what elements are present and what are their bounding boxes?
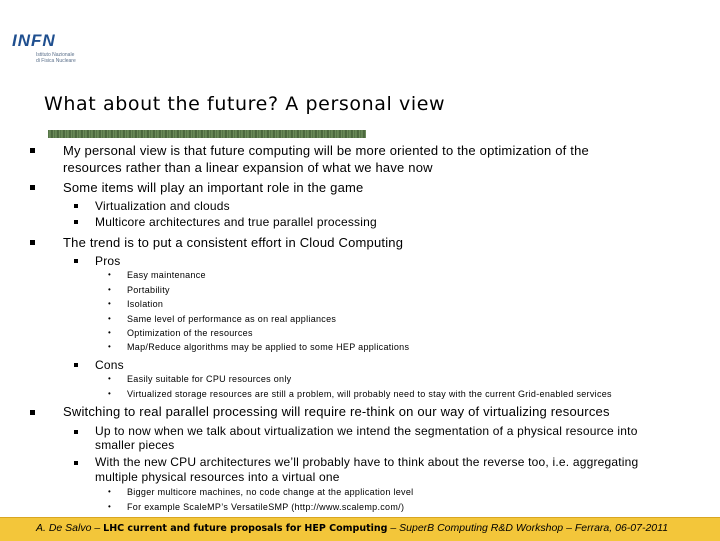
footer-separator: –: [91, 522, 104, 534]
logo-brand: INFN: [12, 31, 56, 50]
detail-text: Same level of performance as on real appliances: [127, 314, 337, 324]
sub-bullet-marker: [74, 259, 78, 263]
footer-citation: [36, 522, 668, 534]
footer-author: A. De Salvo: [36, 522, 92, 534]
detail-text: Easily suitable for CPU resources only: [127, 374, 292, 384]
dot-marker: •: [108, 342, 111, 351]
footer-separator: –: [387, 522, 400, 534]
bullet-marker: [30, 185, 35, 190]
detail-text: Optimization of the resources: [127, 328, 253, 338]
dot-marker: •: [108, 328, 111, 337]
sub-bullet-text: With the new CPU architectures we’ll probably have to think about the reverse too, i.e. aggregating: [95, 455, 639, 469]
sub-bullet-text: Up to now when we talk about virtualization we intend the segmentation of a physical resource into: [95, 424, 638, 438]
detail-text: Easy maintenance: [127, 270, 206, 280]
sub-bullet-text: Virtualization and clouds: [95, 199, 230, 213]
sub-bullet-marker: [74, 461, 78, 465]
sub-bullet-marker: [74, 363, 78, 367]
dot-marker: •: [108, 374, 111, 383]
bullet-marker: [30, 148, 35, 153]
sub-bullet-text: Multicore architectures and true parallel processing: [95, 215, 377, 229]
dot-marker: •: [108, 299, 111, 308]
bullet-marker: [30, 240, 35, 245]
bullet-text: Switching to real parallel processing will require re-think on our way of virtualizing resources: [63, 404, 610, 419]
detail-text: Bigger multicore machines, no code change at the application level: [127, 487, 414, 497]
sub-bullet-text: Cons: [95, 358, 124, 372]
footer-separator: –: [563, 522, 575, 534]
bullet-text: My personal view is that future computing will be more oriented to the optimization of the: [63, 143, 589, 158]
footer-talk-title: LHC current and future proposals for HEP Computing: [103, 523, 388, 534]
sub-bullet-marker: [74, 204, 78, 208]
sub-bullet-text: Pros: [95, 254, 121, 268]
footer-bar: [0, 517, 720, 541]
detail-text: Portability: [127, 285, 170, 295]
dot-marker: •: [108, 389, 111, 398]
dot-marker: •: [108, 502, 111, 511]
dot-marker: •: [108, 270, 111, 279]
page-title: What about the future? A personal view: [44, 93, 446, 115]
detail-text: Virtualized storage resources are still a problem, will probably need to stay with the current Grid-enabled services: [127, 389, 612, 399]
sub-bullet-text: smaller pieces: [95, 438, 175, 452]
detail-text: For example ScaleMP’s VersatileSMP (http://www.scalemp.com/): [127, 502, 405, 512]
bullet-text: The trend is to put a consistent effort in Cloud Computing: [63, 235, 404, 250]
logo-subtitle-2: di Fisica Nucleare: [36, 58, 76, 64]
infn-logo: [6, 8, 86, 66]
sub-bullet-marker: [74, 220, 78, 224]
sub-bullet-text: multiple physical resources into a virtual one: [95, 470, 340, 484]
sub-bullet-marker: [74, 430, 78, 434]
bullet-text: resources rather than a linear expansion of what we have now: [63, 160, 433, 175]
infn-logo-mark: [6, 8, 86, 66]
title-underline: [48, 130, 366, 138]
bullet-marker: [30, 410, 35, 415]
logo-subtitle-1: Istituto Nazionale: [36, 52, 75, 58]
dot-marker: •: [108, 487, 111, 496]
footer-event: SuperB Computing R&D Workshop: [399, 522, 564, 534]
detail-text: Map/Reduce algorithms may be applied to some HEP applications: [127, 342, 410, 352]
dot-marker: •: [108, 285, 111, 294]
dot-marker: •: [108, 314, 111, 323]
footer-place-date: Ferrara, 06-07-2011: [574, 522, 669, 534]
detail-text: Isolation: [127, 299, 164, 309]
bullet-text: Some items will play an important role in the game: [63, 180, 364, 195]
